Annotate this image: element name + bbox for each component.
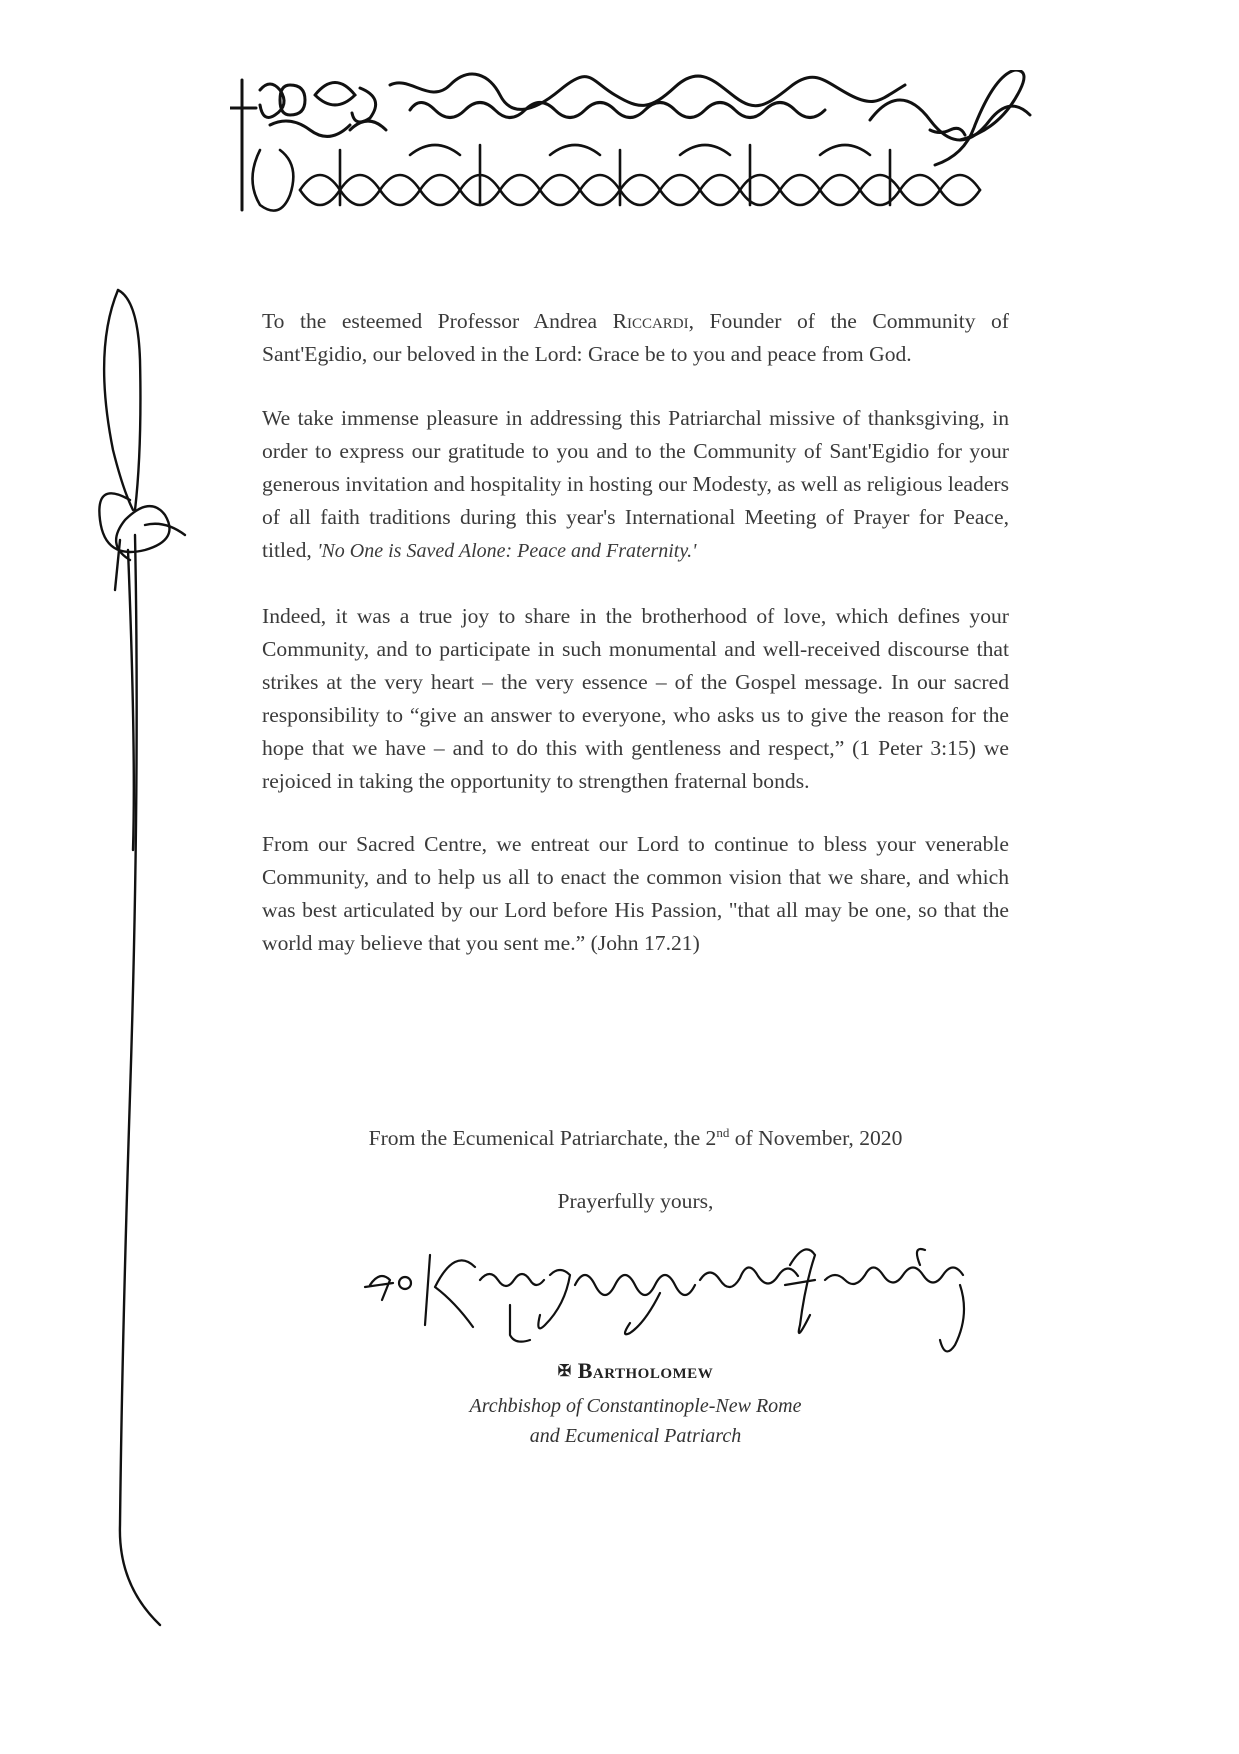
handwritten-signature — [360, 1225, 1000, 1355]
decorative-cord — [90, 280, 190, 1640]
paragraph-thanksgiving — [262, 402, 1009, 568]
signer-name-line — [262, 1358, 1009, 1384]
paragraph-blessing: From our Sacred Centre, we entreat our Lord to continue to bless your venerable Community, and to help us all to enact the common vision that we share, and which was best articulated by our Lord before His Passion, "that all may be one, so that the world may believe that you sent me.” (John 17.21) — [262, 832, 1009, 955]
letter-body — [262, 305, 1009, 992]
salutation-text-2: , Founder of the Community of Sant'Egidio, our beloved in the Lord: Grace be to you and peace from God. — [262, 309, 1009, 366]
salutation-paragraph — [262, 305, 1009, 371]
dateline-text-2: of November, 2020 — [729, 1126, 903, 1150]
meeting-title: 'No One is Saved Alone: Peace and Fraternity.' — [317, 540, 697, 562]
closing-line: Prayerfully yours, — [557, 1189, 714, 1213]
dateline — [262, 1126, 1009, 1151]
calligraphy-header — [230, 70, 1060, 220]
signer-title-1: Archbishop of Constantinople-New Rome — [469, 1395, 802, 1417]
patriarchal-cross-icon: ✠ — [557, 1363, 572, 1380]
paragraph-1-text: We take immense pleasure in addressing this Patriarchal missive of thanksgiving, in order to express our gratitude to you and to the Community of Sant'Egidio for your generous invitation and hospitality in hosting our Modesty, as well as religious leaders of all faith traditions during this year's International Meeting of Prayer for Peace, titled, — [262, 406, 1009, 562]
salutation-text-1: To the esteemed Professor Andrea — [262, 309, 613, 333]
signer-name: Bartholomew — [577, 1358, 714, 1383]
dateline-ordinal: nd — [716, 1124, 730, 1140]
paragraph-brotherhood: Indeed, it was a true joy to share in the brotherhood of love, which defines your Community, and to participate in such monumental and well-received discourse that strikes at the very heart – the very essence – of the Gospel message. In our sacred responsibility to “give an answer to everyone, who asks us to give the reason for the hope that we have – and to do this with gentleness and respect,” (1 Peter 3:15) we rejoiced in taking the opportunity to strengthen fraternal bonds. — [262, 604, 1009, 793]
recipient-surname: Riccardi — [612, 309, 689, 333]
signer-title-2: and Ecumenical Patriarch — [529, 1425, 742, 1447]
dateline-text-1: From the Ecumenical Patriarchate, the 2 — [368, 1126, 717, 1150]
